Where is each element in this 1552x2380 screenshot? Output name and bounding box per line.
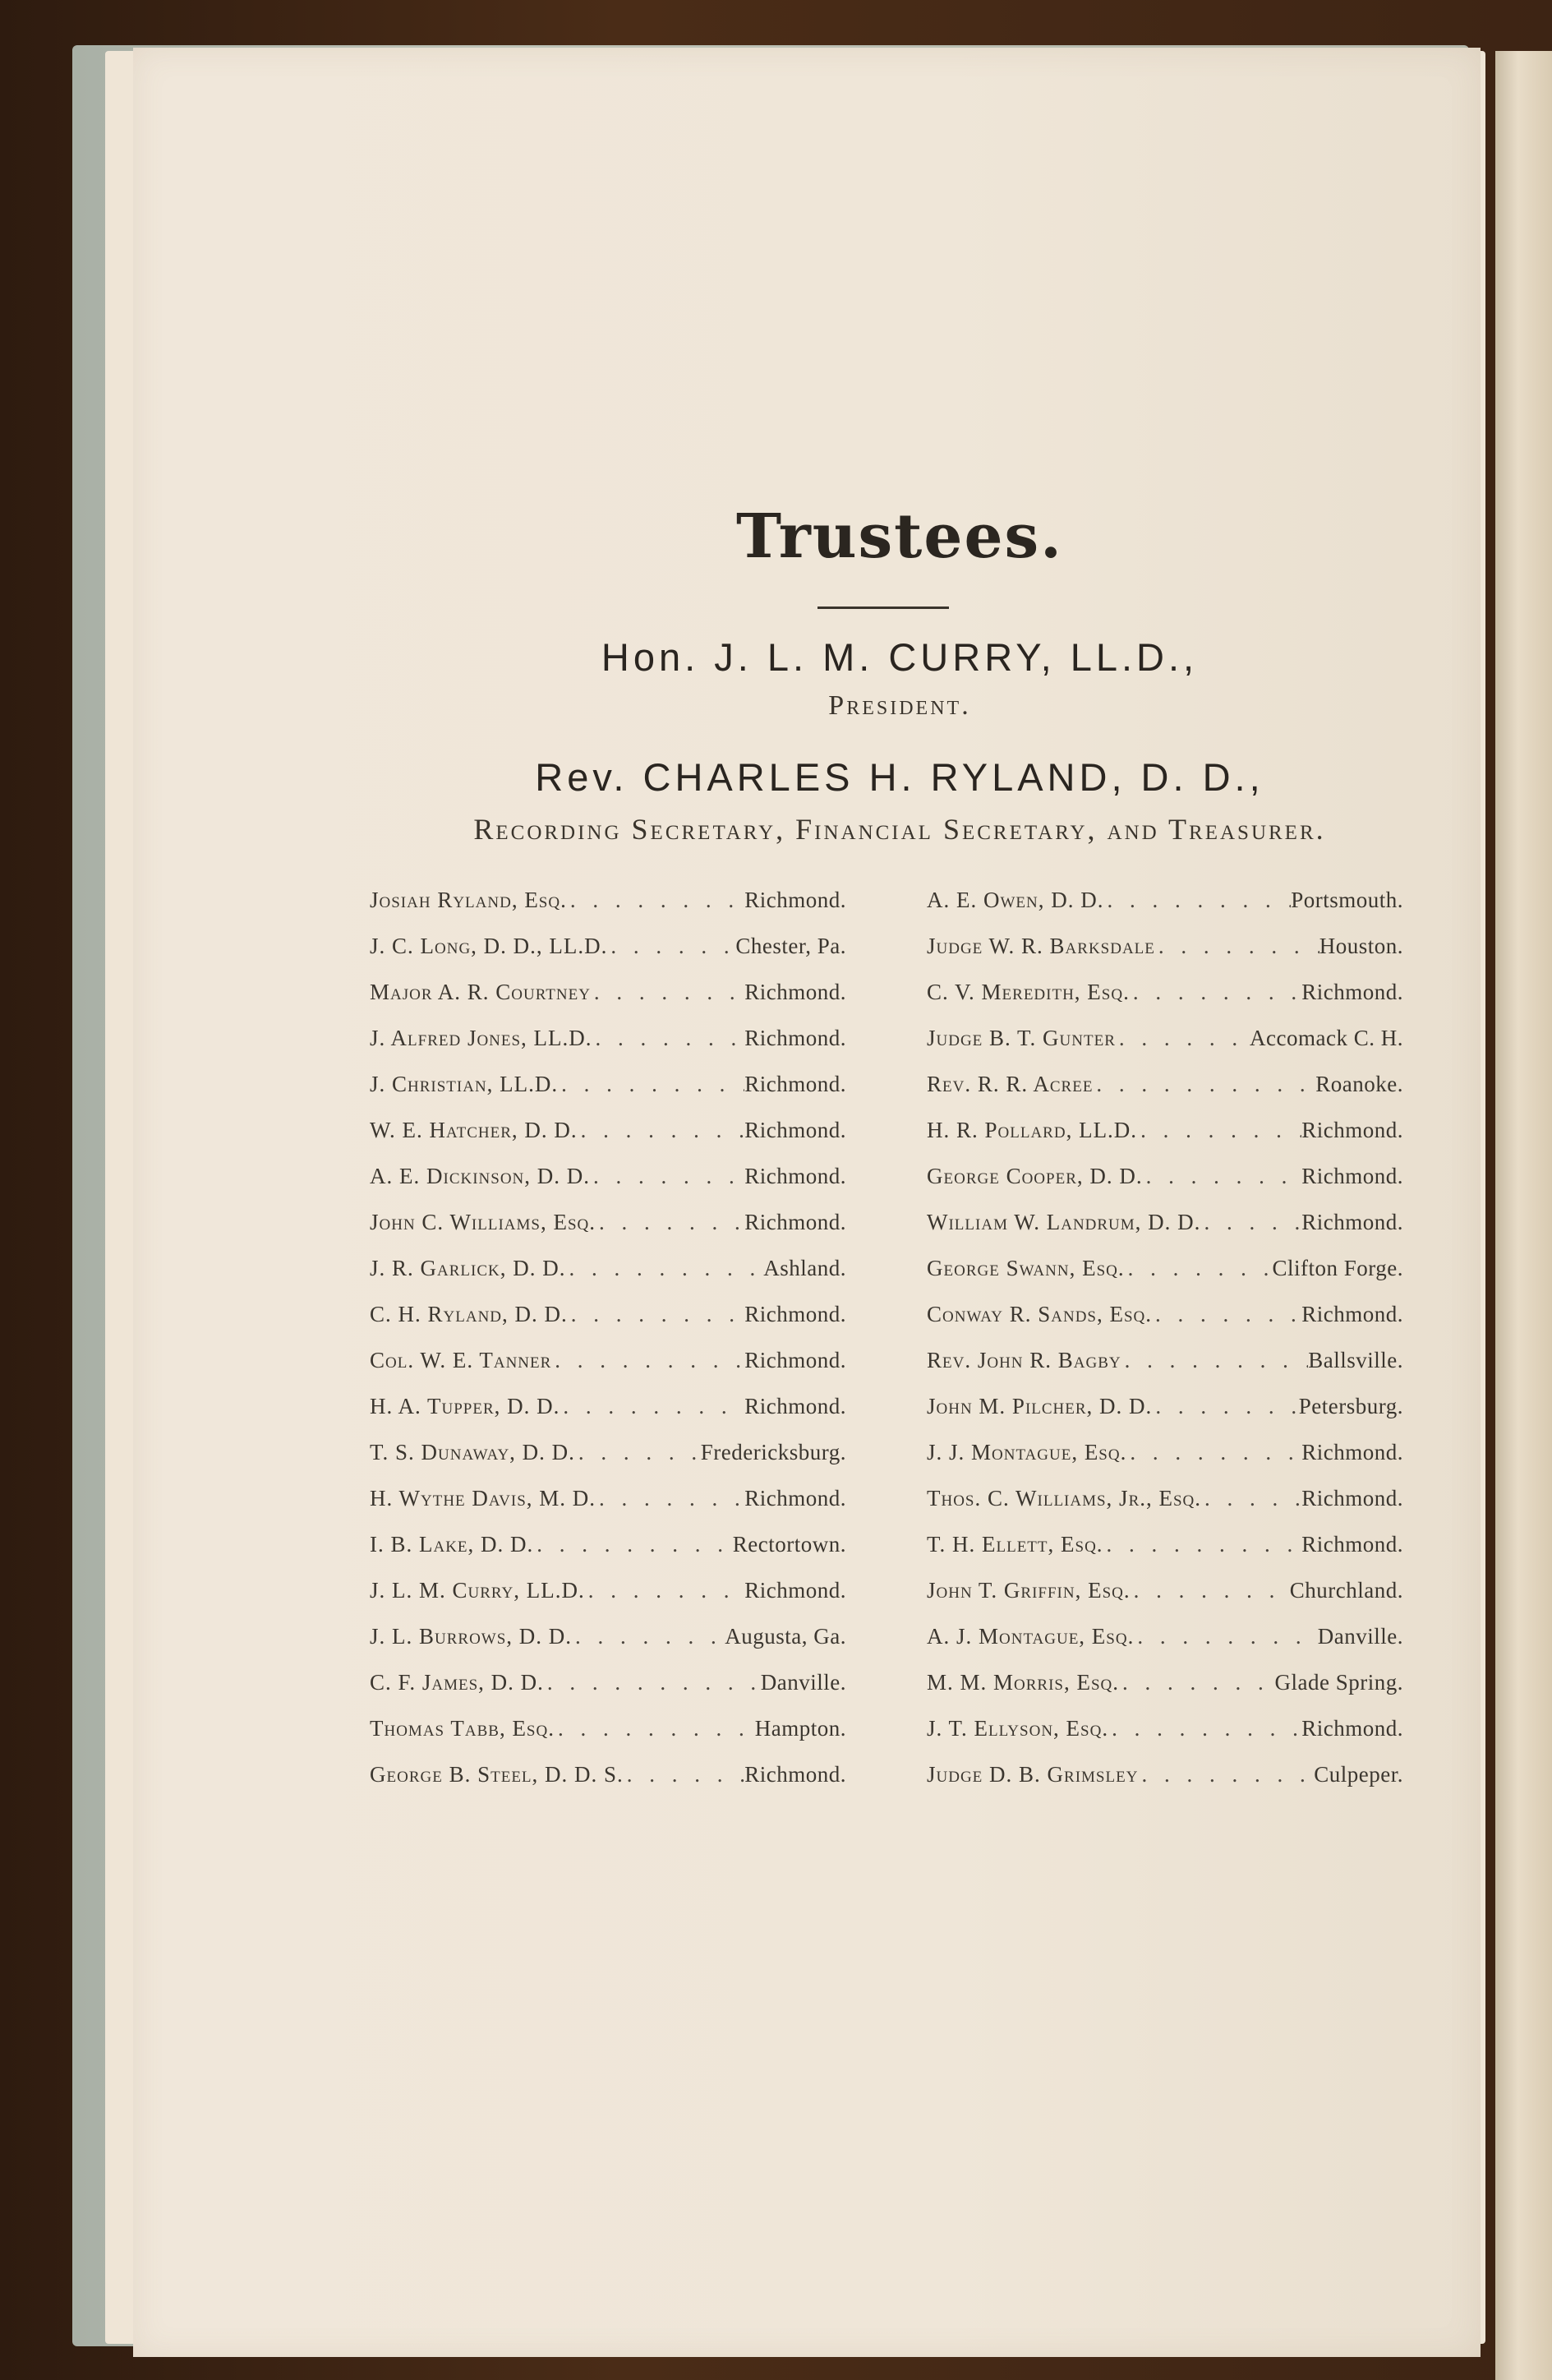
dot-leader (1200, 1210, 1301, 1235)
trustee-place: Fredericksburg. (700, 1440, 846, 1464)
trustee-place: Glade Spring. (1274, 1670, 1403, 1695)
trustee-place: Richmond. (744, 1118, 846, 1142)
trustee-entry (370, 934, 846, 980)
dot-leader (1126, 1440, 1301, 1465)
dot-leader (1119, 1670, 1275, 1695)
trustee-entry (370, 1118, 846, 1164)
dot-leader (1138, 1762, 1314, 1787)
dot-leader (551, 1348, 744, 1373)
trustee-name: J. R. Garlick, D. D. (370, 1256, 566, 1280)
trustee-name: J. L. Burrows, D. D. (370, 1624, 573, 1649)
trustee-place: Richmond. (744, 1486, 846, 1511)
trustee-entry (370, 1716, 846, 1762)
trustee-entry (927, 980, 1403, 1026)
trustee-entry (927, 1578, 1403, 1624)
trustee-entry (370, 1394, 846, 1440)
trustee-place: Richmond. (744, 888, 846, 912)
trustee-entry (927, 1256, 1403, 1302)
dot-leader (1155, 934, 1319, 959)
trustee-name: John T. Griffin, Esq. (927, 1578, 1131, 1603)
dot-leader (1125, 1256, 1273, 1281)
trustee-place: Clifton Forge. (1272, 1256, 1403, 1280)
dot-leader (1093, 1072, 1315, 1097)
trustee-place: Culpeper. (1314, 1762, 1403, 1787)
trustee-entry (370, 1532, 846, 1578)
dot-leader (585, 1578, 745, 1603)
trustee-entry (927, 1440, 1403, 1486)
trustee-entry (927, 1072, 1403, 1118)
trustee-place: Richmond. (1301, 1440, 1403, 1464)
trustee-place: Ashland. (763, 1256, 846, 1280)
trustee-place: Rectortown. (732, 1532, 846, 1557)
trustee-place: Richmond. (744, 1302, 846, 1326)
trustee-name: J. T. Ellyson, Esq. (927, 1716, 1109, 1741)
trustee-name: Major A. R. Courtney (370, 980, 591, 1004)
dot-leader (575, 1440, 701, 1465)
dot-leader (567, 888, 744, 913)
trustee-entry (370, 1486, 846, 1532)
dot-leader (558, 1072, 744, 1097)
trustee-name: Josiah Ryland, Esq. (370, 888, 567, 912)
facing-page-edge (1495, 51, 1552, 2380)
trustee-entry (370, 888, 846, 934)
dot-leader (1116, 1026, 1250, 1051)
president-name: Hon. J. L. M. CURRY, LL.D., (601, 635, 1199, 679)
trustee-name: George Cooper, D. D. (927, 1164, 1143, 1188)
dot-leader (1104, 888, 1292, 913)
trustee-entry (927, 1532, 1403, 1578)
trustee-place: Richmond. (744, 1210, 846, 1234)
trustee-entry (927, 1486, 1403, 1532)
trustee-place: Houston. (1319, 934, 1403, 958)
dot-leader (568, 1302, 744, 1327)
trustee-place: Augusta, Ga. (725, 1624, 846, 1649)
dot-leader (1152, 1302, 1301, 1327)
trustee-name: Col. W. E. Tanner (370, 1348, 552, 1372)
trustee-entry (370, 1440, 846, 1486)
trustee-place: Richmond. (744, 1348, 846, 1372)
secretary-name: Rev. CHARLES H. RYLAND, D. D., (535, 755, 1264, 799)
trustee-name: A. J. Montague, Esq. (927, 1624, 1135, 1649)
dot-leader (1201, 1486, 1301, 1511)
dot-leader (1103, 1532, 1302, 1557)
dot-leader (560, 1394, 744, 1419)
trustee-name: George Swann, Esq. (927, 1256, 1125, 1280)
trustee-entry (927, 934, 1403, 980)
trustee-entry (927, 1762, 1403, 1808)
trustee-place: Richmond. (1301, 1532, 1403, 1557)
trustee-entry (927, 1210, 1403, 1256)
trustee-place: Richmond. (744, 1072, 846, 1096)
dot-leader (565, 1256, 763, 1281)
trustee-name: J. C. Long, D. D., LL.D. (370, 934, 608, 958)
trustee-place: Churchland. (1289, 1578, 1403, 1603)
dot-leader (533, 1532, 732, 1557)
dot-leader (1130, 980, 1301, 1005)
trustee-entry (927, 1302, 1403, 1348)
trustee-entry (370, 980, 846, 1026)
trustee-name: H. R. Pollard, LL.D. (927, 1118, 1138, 1142)
trustee-name: Thos. C. Williams, Jr., Esq. (927, 1486, 1202, 1511)
trustee-place: Hampton. (754, 1716, 846, 1741)
trustee-list-left (370, 888, 846, 1808)
dot-leader (1121, 1348, 1309, 1373)
trustee-place: Richmond. (744, 1578, 846, 1603)
dot-leader (590, 1164, 744, 1189)
trustee-place: Roanoke. (1315, 1072, 1403, 1096)
dot-leader (578, 1118, 745, 1143)
dot-leader (1131, 1578, 1290, 1603)
trustee-name: John M. Pilcher, D. D. (927, 1394, 1153, 1418)
trustee-place: Richmond. (744, 980, 846, 1004)
trustee-name: H. A. Tupper, D. D. (370, 1394, 560, 1418)
trustee-name: Judge W. R. Barksdale (927, 934, 1155, 958)
trustee-name: Rev. R. R. Acree (927, 1072, 1094, 1096)
trustee-entry (927, 888, 1403, 934)
trustee-entry (927, 1164, 1403, 1210)
dot-leader (1108, 1716, 1301, 1741)
dot-leader (591, 980, 744, 1005)
trustee-place: Ballsville. (1308, 1348, 1403, 1372)
trustee-name: J. J. Montague, Esq. (927, 1440, 1127, 1464)
trustee-place: Danville. (760, 1670, 846, 1695)
trustee-place: Richmond. (1301, 1164, 1403, 1188)
dot-leader (592, 1026, 745, 1051)
trustee-entry (927, 1670, 1403, 1716)
trustee-name: Judge B. T. Gunter (927, 1026, 1116, 1050)
title-rule (817, 607, 949, 609)
dot-leader (1152, 1394, 1298, 1419)
trustee-entry (370, 1072, 846, 1118)
trustee-name: John C. Williams, Esq. (370, 1210, 596, 1234)
trustee-place: Richmond. (744, 1394, 846, 1418)
trustee-name: William W. Landrum, D. D. (927, 1210, 1201, 1234)
trustee-name: Judge D. B. Grimsley (927, 1762, 1139, 1787)
trustee-entry (370, 1578, 846, 1624)
trustee-place: Portsmouth. (1291, 888, 1403, 912)
dot-leader (544, 1670, 761, 1695)
trustee-name: A. E. Owen, D. D. (927, 888, 1104, 912)
trustee-name: I. B. Lake, D. D. (370, 1532, 534, 1557)
trustee-place: Richmond. (744, 1026, 846, 1050)
trustee-name: T. H. Ellett, Esq. (927, 1532, 1103, 1557)
trustee-entry (927, 1624, 1403, 1670)
trustee-name: A. E. Dickinson, D. D. (370, 1164, 591, 1188)
trustee-place: Richmond. (1301, 1486, 1403, 1511)
trustee-name: J. L. M. Curry, LL.D. (370, 1578, 585, 1603)
dot-leader (1137, 1118, 1301, 1143)
trustee-place: Richmond. (1301, 980, 1403, 1004)
dot-leader (1134, 1624, 1317, 1649)
trustee-name: Conway R. Sands, Esq. (927, 1302, 1153, 1326)
trustee-entry (927, 1118, 1403, 1164)
dot-leader (624, 1762, 744, 1787)
trustee-entry (370, 1026, 846, 1072)
trustee-entry (370, 1348, 846, 1394)
trustee-place: Richmond. (1301, 1118, 1403, 1142)
trustee-name: C. H. Ryland, D. D. (370, 1302, 568, 1326)
trustee-place: Richmond. (1301, 1210, 1403, 1234)
trustee-entry (370, 1762, 846, 1808)
trustee-name: J. Christian, LL.D. (370, 1072, 559, 1096)
trustee-name: Rev. John R. Bagby (927, 1348, 1121, 1372)
trustee-entry (370, 1302, 846, 1348)
trustee-entry (370, 1210, 846, 1256)
trustee-entry (370, 1256, 846, 1302)
trustee-entry (927, 1716, 1403, 1762)
trustee-name: M. M. Morris, Esq. (927, 1670, 1120, 1695)
dot-leader (596, 1486, 744, 1511)
trustee-name: T. S. Dunaway, D. D. (370, 1440, 575, 1464)
trustee-entry (370, 1624, 846, 1670)
trustee-list-right (927, 888, 1403, 1808)
trustee-place: Petersburg. (1298, 1394, 1403, 1418)
trustee-name: J. Alfred Jones, LL.D. (370, 1026, 592, 1050)
trustee-entry (927, 1394, 1403, 1440)
dot-leader (1143, 1164, 1302, 1189)
trustee-place: Richmond. (744, 1762, 846, 1787)
trustee-place: Chester, Pa. (735, 934, 846, 958)
dot-leader (596, 1210, 744, 1235)
trustee-name: H. Wythe Davis, M. D. (370, 1486, 596, 1511)
trustee-name: W. E. Hatcher, D. D. (370, 1118, 578, 1142)
trustee-place: Danville. (1317, 1624, 1403, 1649)
secretary-title: Recording Secretary, Financial Secretary, and Treasurer. (473, 813, 1326, 846)
trustee-name: C. V. Meredith, Esq. (927, 980, 1130, 1004)
trustee-name: C. F. James, D. D. (370, 1670, 544, 1695)
trustee-place: Richmond. (744, 1164, 846, 1188)
dot-leader (555, 1716, 755, 1741)
president-title: President. (828, 690, 971, 721)
trustee-name: George B. Steel, D. D. S. (370, 1762, 624, 1787)
trustee-place: Richmond. (1301, 1302, 1403, 1326)
trustee-entry (927, 1348, 1403, 1394)
dot-leader (607, 934, 735, 959)
trustee-place: Richmond. (1301, 1716, 1403, 1741)
trustee-entry (927, 1026, 1403, 1072)
dot-leader (572, 1624, 725, 1649)
trustee-entry (370, 1164, 846, 1210)
trustee-name: Thomas Tabb, Esq. (370, 1716, 555, 1741)
page-title: Trustees. (736, 501, 1063, 572)
trustee-entry (370, 1670, 846, 1716)
trustee-place: Accomack C. H. (1250, 1026, 1403, 1050)
